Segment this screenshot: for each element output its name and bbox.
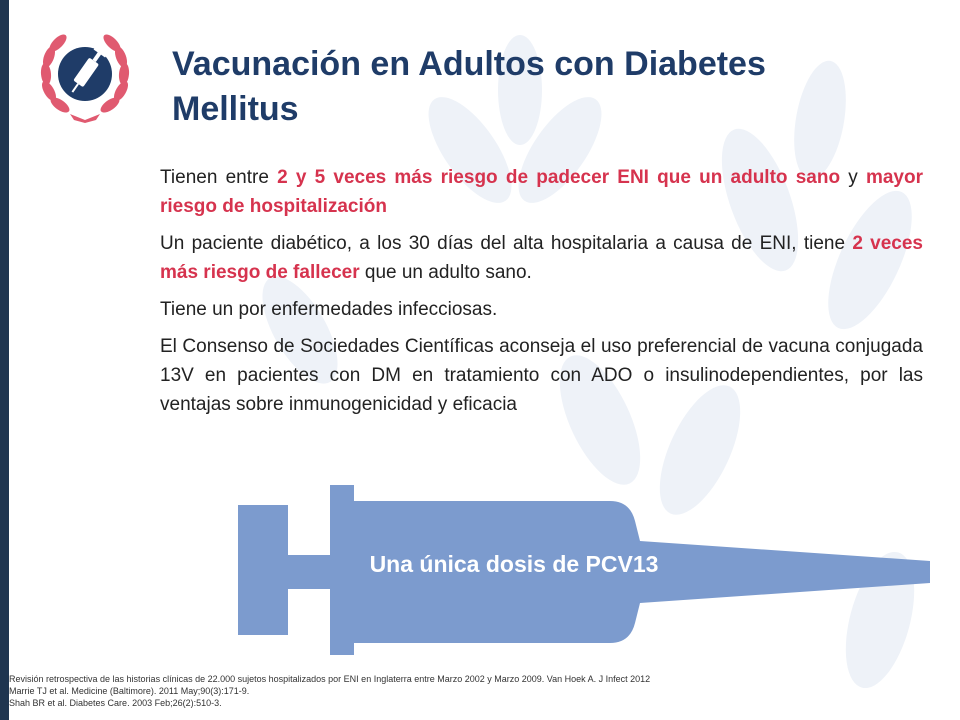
paragraph-mortality: Un paciente diabético, a los 30 días del alta hospitalaria a causa de ENI, tiene 2 veces más riesgo de fallecer que un adulto sano. bbox=[160, 233, 923, 283]
reference-item: Marrie TJ et al. Medicine (Baltimore). 2011 May;90(3):171-9. bbox=[9, 686, 250, 696]
syringe-label: Una única dosis de PCV13 bbox=[369, 551, 659, 577]
paragraph-risk: Tienen entre 2 y 5 veces más riesgo de padecer ENI que un adulto sano y mayor riesgo de hospitalización bbox=[160, 167, 923, 217]
page-title: Vacunación en Adultos con Diabetes Mellitus bbox=[172, 45, 766, 128]
reference-item: Revisión retrospectiva de las historias clínicas de 22.000 sujetos hospitalizados por ENI en Inglaterra entre Marzo 2002 y Marzo 2009. Van Hoek A. J Infect 2012 bbox=[9, 674, 651, 684]
paragraph-infectious: Tiene un por enfermedades infecciosas. bbox=[160, 299, 498, 320]
paragraph-consensus: El Consenso de Sociedades Científicas aconseja el uso preferencial de vacuna conjugada 13V en pacientes con DM en tratamiento con ADO o insulinodependientes, por las ventajas sobre inmunogenicidad y eficacia bbox=[160, 336, 923, 415]
references bbox=[9, 673, 909, 709]
body-text bbox=[160, 163, 923, 427]
reference-item: Shah BR et al. Diabetes Care. 2003 Feb;26(2):510-3. bbox=[9, 698, 222, 708]
laurel-logo-icon bbox=[30, 24, 140, 124]
